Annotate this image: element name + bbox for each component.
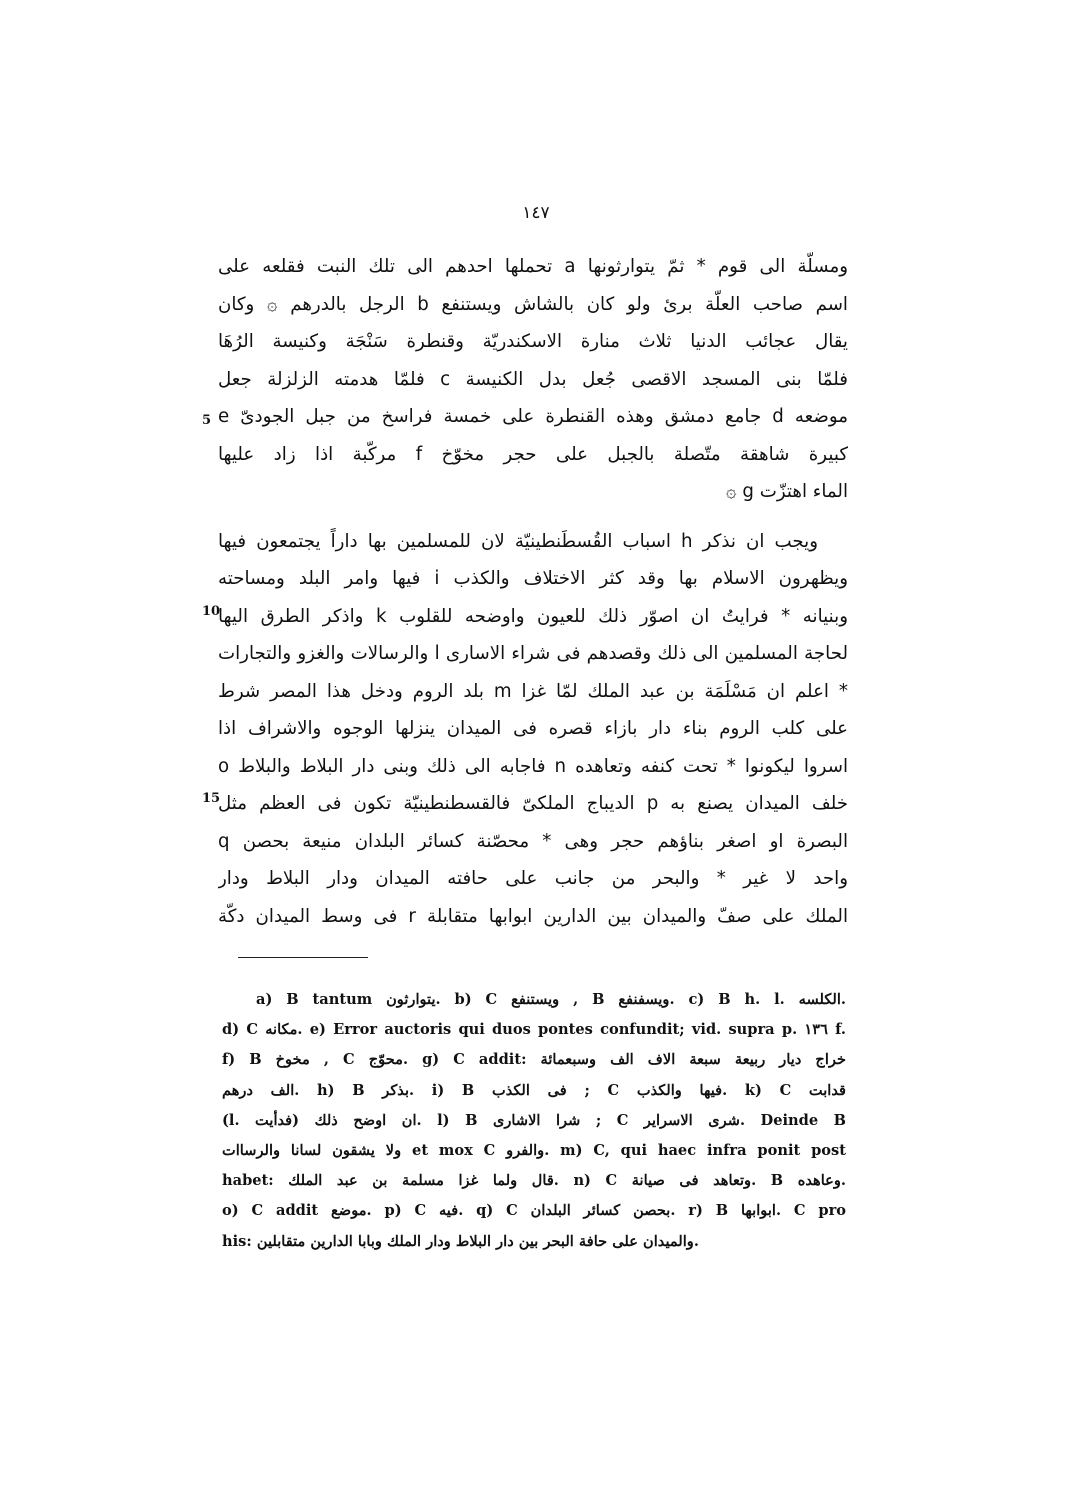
line-number-15: 15 bbox=[202, 791, 221, 806]
text-line: وبنيانه * فرايتُ ان اصوّر ذلك للعيون واوضحه للقلوب k واذكر الطرق اليها bbox=[218, 605, 848, 627]
text-line: لحاجة المسلمين الى ذلك وقصدهم فى شراء الاسارى l والرسالات والغزو والتجارات bbox=[218, 643, 848, 664]
text-line: واحد لا غير * والبحر من جانب على حافته الميدان ودار البلاط ودار bbox=[218, 868, 848, 889]
footnote-line: ولا يشقون لسانا والرساات et mox C والفرو. m) C, qui haec infra ponit post bbox=[222, 1141, 846, 1159]
footnote-line: o) C addit موضع. p) C فيه. q) C بحصن كسائر البلدان. r) B ابوابها. C pro bbox=[222, 1202, 846, 1220]
footnote-line: a) B tantum يتوارثون. b) C ويستنفع , B ويسفنفع. c) B h. l. الكلسه. bbox=[256, 991, 846, 1008]
footnotes bbox=[222, 985, 846, 1257]
footnote-line: الف درهم. h) B بذكر. i) B فى الكذب ; C فيها والكذب. k) C قدابت bbox=[222, 1081, 846, 1099]
text-line: ويجب ان نذكر h اسباب القُسطَنطينيّة لان للمسلمين بها داراً يجتمعون فيها bbox=[218, 530, 819, 552]
text-line: موضعه d جامع دمشق وهذه القنطرة على خمسة فراسخ من جبل الجودىّ e bbox=[218, 406, 848, 427]
footnote-line: his: والميدان على حافة البحر بين دار البلاط ودار الملك وبابا الدارين متقابلين. bbox=[222, 1232, 699, 1250]
text-line: يقال عجائب الدنيا ثلاث منارة الاسكندريّة وقنطرة سَنْجَة وكنيسة الرُهَا bbox=[218, 331, 848, 352]
footnote-line: f) B مخوخ , C محوّج. g) C addit: خراج ديار ربيعة سبعة الاف الف وسبعمائة bbox=[222, 1051, 846, 1069]
text-line: ومسلّة الى قوم * ثمّ يتوارثونها a تحملها احدهم الى تلك النبت فقلعه على bbox=[218, 256, 848, 277]
page-number: ١٤٧ bbox=[522, 203, 550, 223]
text-line: فلمّا بنى المسجد الاقصى جُعل بدل الكنيسة c فلمّا هدمته الزلزلة جعل bbox=[218, 368, 848, 390]
text-line: خلف الميدان يصنع به p الديباج الملكىّ فالقسطنطينيّة تكون فى العظم مثل bbox=[218, 793, 848, 814]
text-line: البصرة او اصغر بناؤهم حجر وهى * محصّنة كسائر البلدان منيعة بحصن q bbox=[218, 830, 848, 852]
text-line: الماء اهتزّت g ۞ bbox=[725, 481, 848, 502]
line-number-10: 10 bbox=[202, 604, 221, 619]
footnote-line: d) C مكانه. e) Error auctoris qui duos pontes confundit; vid. supra p. ١٣٦ f. bbox=[222, 1021, 846, 1039]
footnote-separator bbox=[238, 957, 368, 958]
text-line: كبيرة شاهقة متّصلة بالجبل على حجر مخوّخ f مركّبة اذا زاد عليها bbox=[218, 443, 848, 465]
line-number-5: 5 bbox=[202, 413, 212, 428]
text-line: على كلب الروم بناء دار بازاء قصره فى الميدان ينزلها الوجوه والاشراف اذا bbox=[218, 718, 848, 739]
main-text bbox=[218, 248, 848, 935]
text-line: اسم صاحب العلّة برئ ولو كان بالشاش ويستنفع b الرجل بالدرهم ۞ وكان bbox=[218, 293, 848, 315]
text-line: ويظهرون الاسلام بها وقد كثر الاختلاف والكذب i فيها وامر البلد ومساحته bbox=[218, 568, 848, 589]
text-line: اسروا ليكونوا * تحت كنفه وتعاهده n فاجابه الى ذلك وبنى دار البلاط والبلاط o bbox=[218, 755, 848, 777]
text-line: * اعلم ان مَسْلَمَة بن عبد الملك لمّا غزا m بلد الروم ودخل هذا المصر شرط bbox=[218, 680, 848, 702]
footnote-line: (l. فدأيت) ان اوضح ذلك. l) B شرا الاشارى ; C شرى الاسراير. Deinde B bbox=[222, 1111, 846, 1129]
footnote-line: habet: قال ولما غزا مسلمة بن عبد الملك. n) C وتعاهد فى صيانة. B وعاهده. bbox=[222, 1172, 846, 1190]
text-line: الملك على صفّ والميدان بين الدارين ابوابها متقابلة r فى وسط الميدان دكّة bbox=[218, 905, 848, 927]
